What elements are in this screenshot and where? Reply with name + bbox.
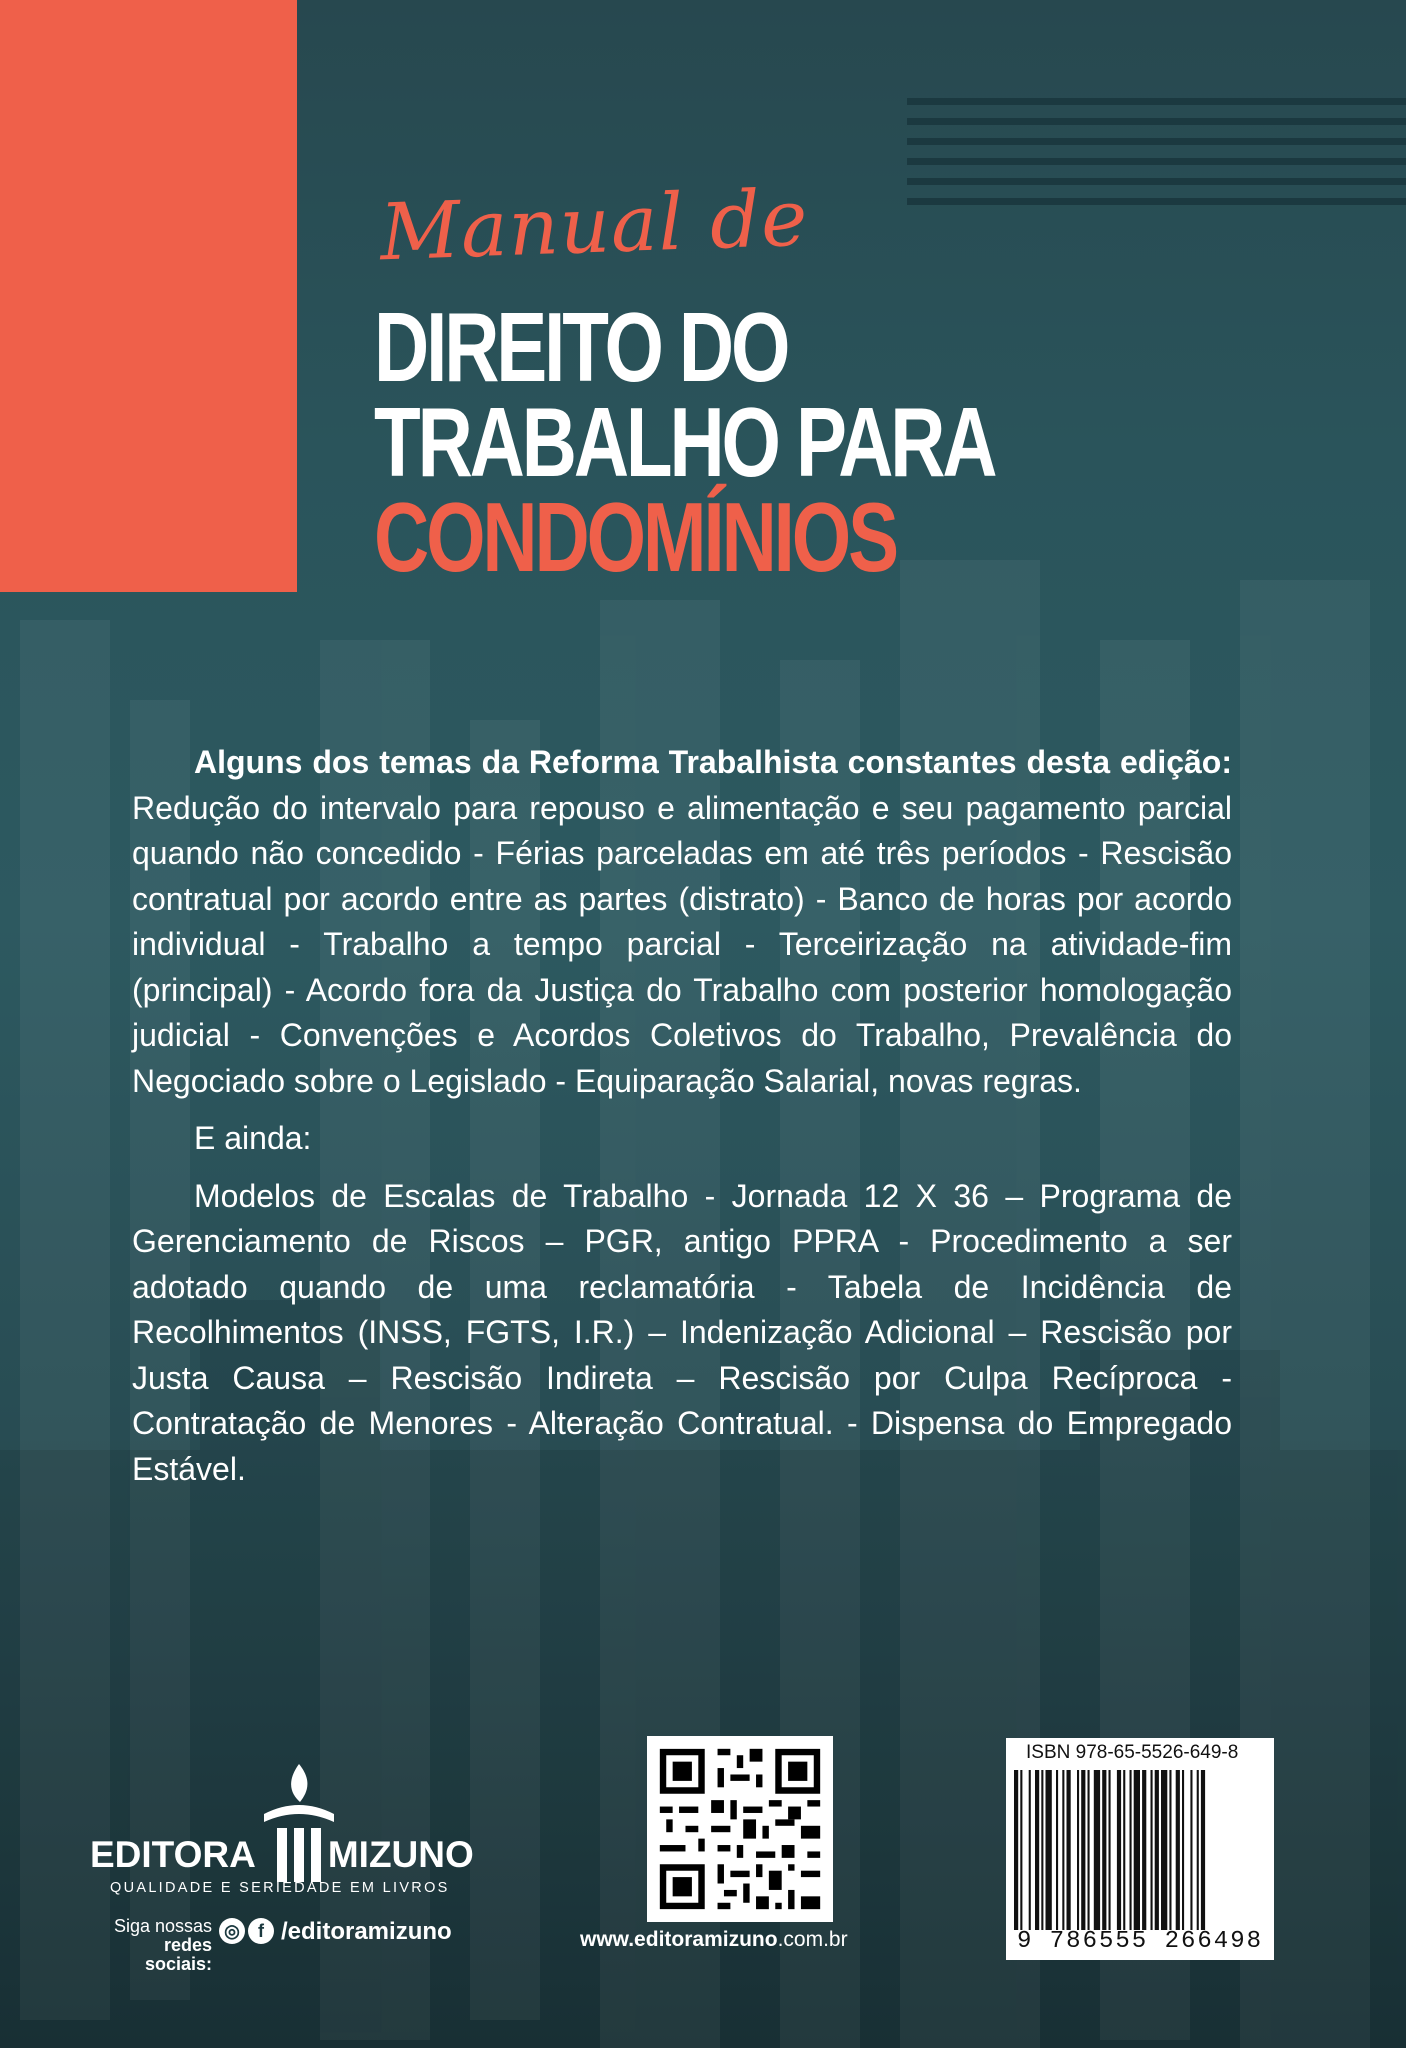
script-title: Manual de [378, 173, 810, 279]
decorative-stripes [907, 98, 1406, 218]
barcode-bars [1014, 1770, 1266, 1930]
description-topics: Alguns dos temas da Reforma Trabalhista constantes desta edição: Redução do intervalo para repouso e alimentação e seu pagamento parcial quando não concedido - Férias parceladas em até três períodos - Rescisão contratual por acordo entre as partes (distrato) - Banco de horas por acordo individual - Trabalho a tempo parcial - Terceirização na atividade-fim (principal) - Acordo fora da Justiça do Trabalho com posterior homologação judicial - Convenções e Acordos Coletivos do Trabalho, Prevalência do Negociado sobre o Legislado - Equiparação Salarial, novas regras. [132, 744, 1232, 1099]
qr-code-icon [647, 1736, 833, 1922]
publisher-tagline: QUALIDADE E SERIEDADE EM LIVROS [110, 1880, 450, 1896]
publisher-website[interactable]: www.editoramizuno.com.br [580, 1928, 848, 1951]
publisher-name: EDITORA MIZUNO [90, 1834, 474, 1875]
orange-accent-block [0, 0, 297, 592]
description-also: E ainda: [194, 1120, 312, 1156]
isbn-number: ISBN 978-65-5526-649-8 [1026, 1742, 1239, 1763]
title-line-1: DIREITO DO [374, 292, 788, 402]
description-block [132, 740, 1232, 1492]
instagram-icon[interactable]: ◎ [219, 1918, 245, 1944]
social-label: Siga nossas redes sociais: [113, 1916, 212, 1974]
social-handle[interactable]: /editoramizuno [281, 1918, 452, 1945]
description-lead: Alguns dos temas da Reforma Trabalhista constantes desta edição: [194, 744, 1232, 780]
qr-code[interactable] [647, 1736, 833, 1922]
title-line-3: CONDOMÍNIOS [374, 482, 897, 592]
title-line-2: TRABALHO PARA [374, 387, 995, 497]
isbn-barcode [1006, 1738, 1274, 1960]
barcode-digits: 9 786555 266498 [1016, 1928, 1264, 1955]
facebook-icon[interactable]: f [248, 1918, 274, 1944]
social-icons [219, 1918, 277, 1944]
description-extras: Modelos de Escalas de Trabalho - Jornada 12 X 36 – Programa de Gerenciamento de Riscos – PGR, antigo PPRA - Procedimento a ser adotado quando de uma reclamatória - Tabela de Incidência de Recolhimentos (INSS, FGTS, I.R.) – Indenização Adicional – Rescisão por Justa Causa – Rescisão Indireta – Rescisão por Culpa Recíproca - Contratação de Menores - Alteração Contratual. - Dispensa do Empregado Estável. [132, 1177, 1232, 1487]
